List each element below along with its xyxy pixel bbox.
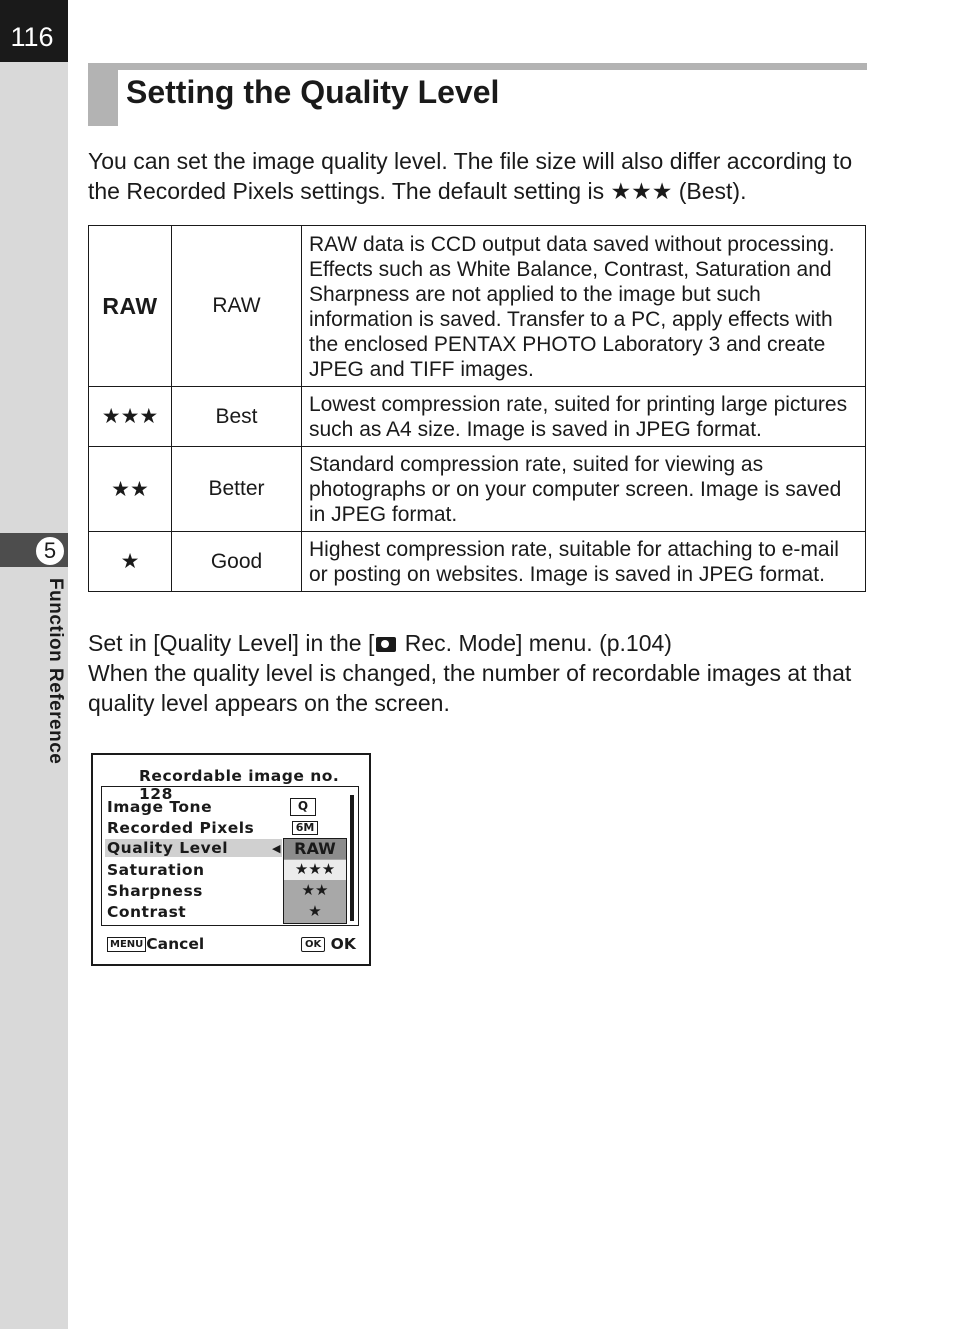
quality-name: Best bbox=[172, 387, 302, 447]
table-row bbox=[89, 387, 866, 447]
table-row bbox=[89, 532, 866, 592]
quality-name: Good bbox=[172, 532, 302, 592]
table-row bbox=[89, 447, 866, 532]
recordable-count: Recordable image no. 128 bbox=[139, 767, 340, 803]
ok-key-icon: OK bbox=[301, 937, 325, 952]
instruction-line-2: When the quality level is changed, the number of recordable images at that quality level appears on the screen. bbox=[88, 660, 852, 716]
camera-icon bbox=[376, 637, 396, 652]
quality-option-best[interactable]: ★★★ bbox=[284, 860, 346, 880]
instruction-text: Set in [Quality Level] in the [ bbox=[88, 630, 375, 656]
ok-label: OK bbox=[330, 935, 356, 953]
menu-scrollbar[interactable] bbox=[350, 795, 354, 921]
menu-key-icon: MENU bbox=[107, 937, 146, 952]
instructions bbox=[88, 628, 868, 718]
instruction-line-1 bbox=[88, 628, 868, 658]
title-marker bbox=[88, 63, 118, 126]
quality-description: Highest compression rate, suitable for attaching to e-mail or posting on websites. Image is saved in JPEG format. bbox=[302, 532, 866, 592]
cancel-button[interactable] bbox=[107, 935, 204, 953]
menu-item-sharpness[interactable]: Sharpness bbox=[107, 882, 203, 900]
page-number: 116 bbox=[10, 22, 54, 52]
chapter-number: 5 bbox=[35, 536, 65, 566]
rec-mode-menu bbox=[101, 786, 359, 926]
quality-symbol: ★★★ bbox=[89, 387, 172, 447]
intro-paragraph: You can set the image quality level. The file size will also differ according to the Recorded Pixels settings. The default setting is ★★★ (Best). bbox=[88, 148, 853, 204]
quality-dropdown[interactable] bbox=[283, 838, 347, 924]
instruction-text: Rec. Mode] menu. (p.104) bbox=[398, 630, 672, 656]
quality-symbol: RAW bbox=[89, 226, 172, 387]
quality-name: Better bbox=[172, 447, 302, 532]
menu-item-saturation[interactable]: Saturation bbox=[107, 861, 205, 879]
menu-item-contrast[interactable]: Contrast bbox=[107, 903, 187, 921]
camera-screen bbox=[91, 753, 371, 966]
section-title: Setting the Quality Level bbox=[126, 74, 500, 110]
quality-symbol: ★ bbox=[89, 532, 172, 592]
quality-description: Standard compression rate, suited for viewing as photographs or on your computer screen. Image is saved in JPEG format. bbox=[302, 447, 866, 532]
table-row bbox=[89, 226, 866, 387]
quality-table bbox=[88, 225, 866, 592]
image-tone-icon: Q bbox=[290, 798, 316, 816]
recorded-pixels-icon: 6M bbox=[292, 821, 318, 835]
quality-symbol: ★★ bbox=[89, 447, 172, 532]
quality-option-raw[interactable]: RAW bbox=[284, 839, 346, 859]
cancel-label: Cancel bbox=[146, 935, 205, 953]
title-rule bbox=[88, 63, 867, 70]
chapter-label: Function Reference bbox=[45, 578, 66, 765]
left-arrow-icon: ◀ bbox=[272, 842, 281, 855]
menu-item-image-tone[interactable]: Image Tone bbox=[107, 798, 213, 816]
quality-option-good[interactable]: ★ bbox=[308, 902, 322, 920]
quality-name: RAW bbox=[172, 226, 302, 387]
menu-item-recorded-pixels[interactable]: Recorded Pixels bbox=[107, 819, 255, 837]
ok-button[interactable] bbox=[301, 935, 356, 953]
quality-description: RAW data is CCD output data saved without processing. Effects such as White Balance, Contrast, Saturation and Sharpness are not applied to the image but such information is saved. Transfer to a PC, apply effects with the enclosed PENTAX PHOTO Laboratory 3 and create JPEG and TIFF images. bbox=[302, 226, 866, 387]
quality-option-better[interactable]: ★★ bbox=[301, 881, 329, 899]
menu-item-quality-level[interactable]: Quality Level bbox=[105, 839, 282, 857]
quality-description: Lowest compression rate, suited for printing large pictures such as A4 size. Image is saved in JPEG format. bbox=[302, 387, 866, 447]
